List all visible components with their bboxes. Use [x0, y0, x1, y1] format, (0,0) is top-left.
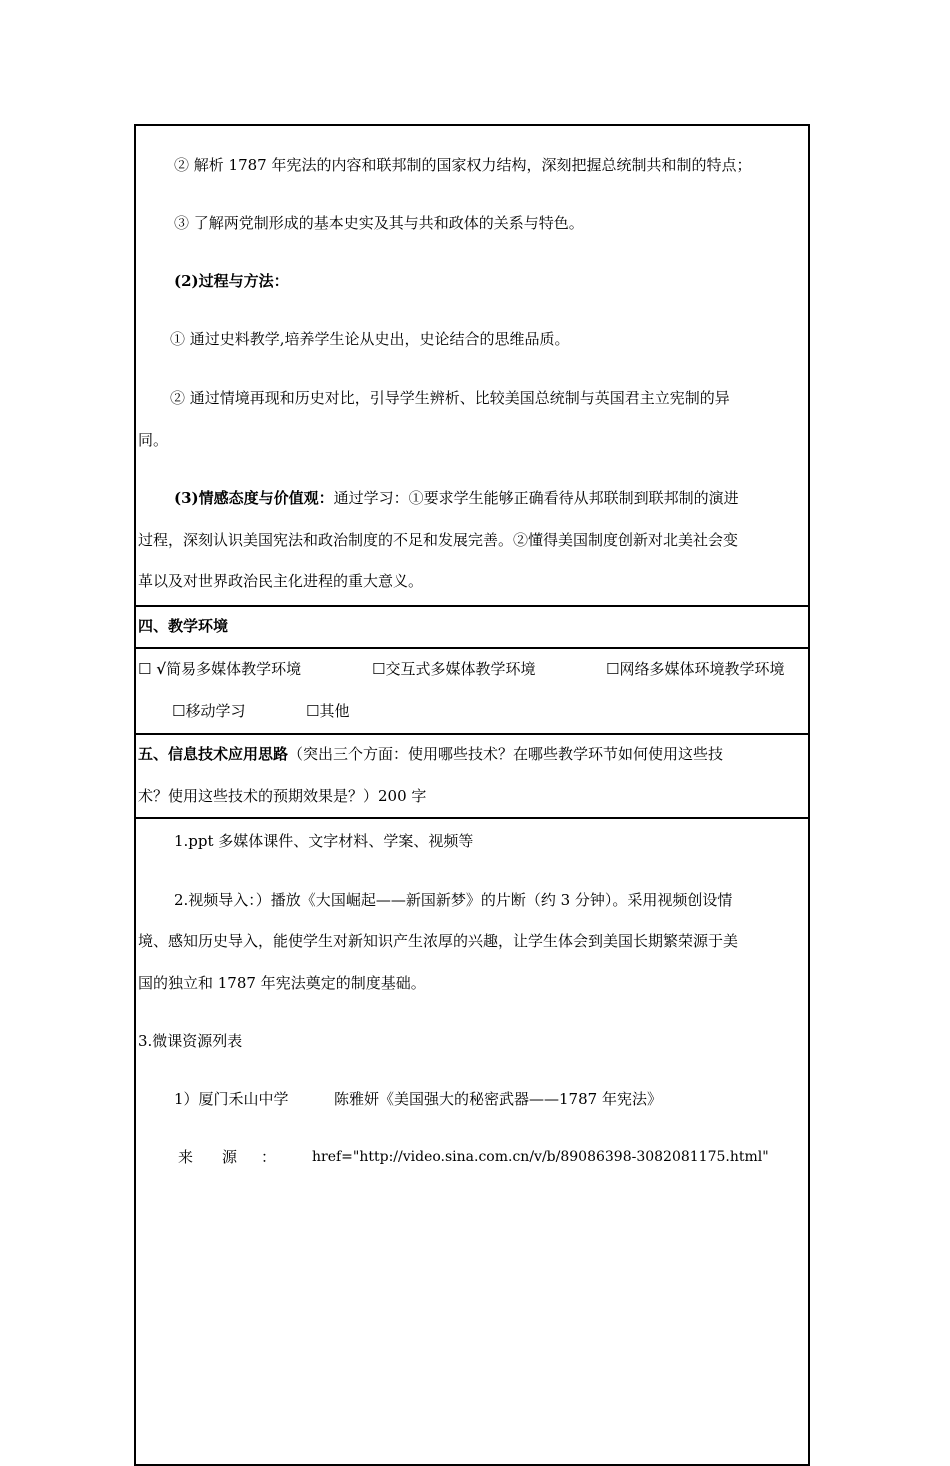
option-mobile-learning[interactable]	[172, 701, 245, 721]
checkbox-icon[interactable]: ☐	[306, 702, 320, 720]
objectives-cell	[136, 126, 808, 607]
content-item-1: 1.ppt 多媒体课件、文字材料、学案、视频等	[174, 832, 474, 850]
objective-item-3: ③ 了解两党制形成的基本史实及其与共和政体的关系与特色。	[174, 214, 584, 232]
source-label-2: 源	[222, 1148, 238, 1166]
content-item-2-line-2: 境、感知历史导入，能使学生对新知识产生浓厚的兴趣，让学生体会到美国长期繁荣源于美	[138, 932, 739, 950]
section4-heading: 四、教学环境	[138, 617, 229, 635]
option-network-multimedia[interactable]	[606, 659, 784, 679]
section5-line-1	[138, 744, 723, 764]
process-heading: (2)过程与方法：	[174, 272, 289, 290]
section4-options-cell	[136, 649, 808, 735]
checkbox-icon[interactable]: ☐	[606, 660, 620, 678]
resource-1-title: 陈雅妍《美国强大的秘密武器——1787 年宪法》	[334, 1090, 662, 1108]
option-label: 其他	[319, 702, 350, 720]
checkbox-icon[interactable]: ☐	[172, 702, 186, 720]
content-item-2-line-1: 2.视频导入：）播放《大国崛起——新国新梦》的片断（约 3 分钟）。采用视频创设情	[174, 891, 733, 909]
process-item-1: ① 通过史料教学,培养学生论从史出，史论结合的思维品质。	[170, 330, 570, 348]
content-item-3: 3.微课资源列表	[138, 1032, 243, 1050]
process-item-2-line-1: ② 通过情境再现和历史对比，引导学生辨析、比较美国总统制与英国君主立宪制的异	[170, 389, 730, 407]
option-label: 交互式多媒体教学环境	[385, 660, 536, 678]
emotion-line-3: 革以及对世界政治民主化进程的重大意义。	[138, 572, 424, 590]
source-colon: ：	[261, 1148, 277, 1166]
process-item-2-line-2: 同。	[138, 431, 169, 449]
checkmark-icon: √	[156, 660, 167, 678]
section4-heading-cell	[136, 607, 808, 649]
section5-heading-cell	[136, 735, 808, 819]
option-label: 网络多媒体环境教学环境	[619, 660, 785, 678]
section5-note: （突出三个方面：使用哪些技术？在哪些教学环节如何使用这些技	[288, 745, 724, 763]
checkbox-icon[interactable]: ☐	[372, 660, 386, 678]
emotion-line-2: 过程，深刻认识美国宪法和政治制度的不足和发展完善。②懂得美国制度创新对北美社会变	[138, 531, 739, 549]
source-url-link[interactable]: href="http://video.sina.com.cn/v/b/89086398-3082081175.html"	[312, 1149, 769, 1165]
option-label: 移动学习	[185, 702, 246, 720]
emotion-text: 通过学习：①要求学生能够正确看待从邦联制到联邦制的演进	[333, 489, 739, 507]
emotion-heading: (3)情感态度与价值观：	[174, 489, 334, 507]
source-label-1: 来	[178, 1148, 194, 1166]
emotion-line-1	[174, 488, 739, 508]
section5-line-2: 术？使用这些技术的预期效果是？）200 字	[138, 787, 427, 805]
option-simple-multimedia[interactable]	[138, 659, 301, 679]
option-label: 简易多媒体教学环境	[166, 660, 302, 678]
objective-item-2: ② 解析 1787 年宪法的内容和联邦制的国家权力结构，深刻把握总统制共和制的特点；	[174, 156, 752, 174]
checkbox-icon[interactable]: ☐	[138, 660, 152, 678]
content-item-2-line-3: 国的独立和 1787 年宪法奠定的制度基础。	[138, 974, 426, 992]
section5-heading: 五、信息技术应用思路	[138, 745, 289, 763]
content-cell	[136, 819, 808, 1464]
resource-1-school: 1）厦门禾山中学	[174, 1090, 289, 1108]
lesson-plan-table	[134, 124, 810, 1466]
option-other[interactable]	[306, 701, 349, 721]
option-interactive-multimedia[interactable]	[372, 659, 535, 679]
